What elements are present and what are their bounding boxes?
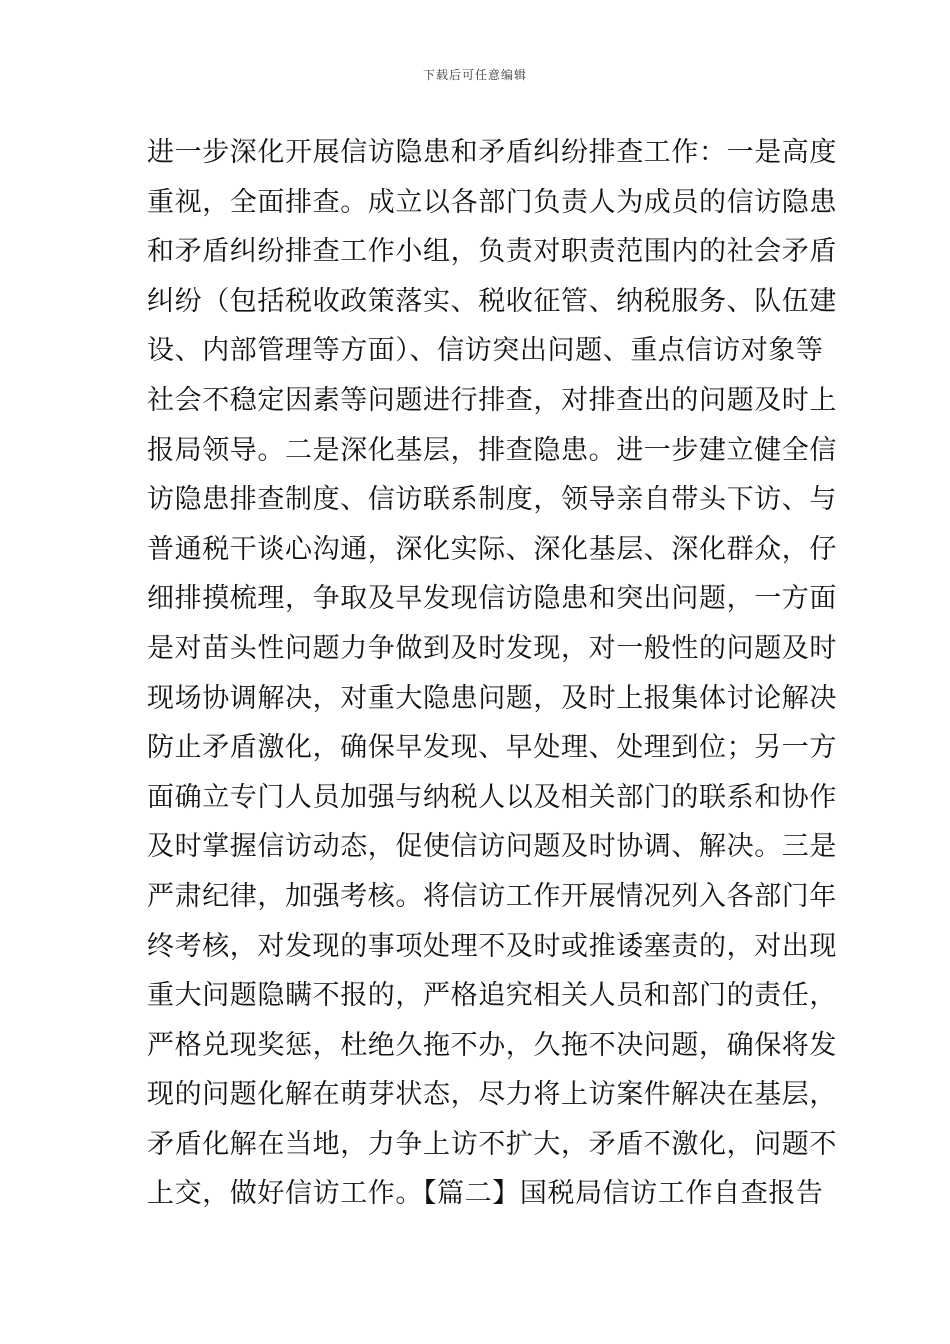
text-line: 上交，做好信访工作。【篇二】国税局信访工作自查报告 xyxy=(147,1178,824,1210)
text-line: 设、内部管理等方面）、信访突出问题、重点信访对象等 xyxy=(147,335,824,367)
text-line: 严格兑现奖惩，杜绝久拖不办，久拖不决问题，确保将发 xyxy=(147,1029,837,1061)
text-line: 及时掌握信访动态，促使信访问题及时协调、解决。三是 xyxy=(147,831,837,863)
text-line: 矛盾化解在当地，力争上访不扩大，矛盾不激化，问题不 xyxy=(147,1128,837,1160)
text-line: 报局领导。二是深化基层，排查隐患。进一步建立健全信 xyxy=(147,434,837,466)
text-line: 纠纷（包括税收政策落实、税收征管、纳税服务、队伍建 xyxy=(147,285,837,317)
text-line: 面确立专门人员加强与纳税人以及相关部门的联系和协作 xyxy=(147,781,837,813)
text-line: 是对苗头性问题力争做到及时发现，对一般性的问题及时 xyxy=(147,632,837,664)
text-line: 严肃纪律，加强考核。将信访工作开展情况列入各部门年 xyxy=(147,880,837,912)
text-line: 访隐患排查制度、信访联系制度，领导亲自带头下访、与 xyxy=(147,484,837,516)
text-line: 终考核，对发现的事项处理不及时或推诿塞责的，对出现 xyxy=(147,930,837,962)
body-text xyxy=(147,128,837,1219)
text-line: 进一步深化开展信访隐患和矛盾纠纷排查工作：一是高度 xyxy=(147,137,837,168)
text-line: 和矛盾纠纷排查工作小组，负责对职责范围内的社会矛盾 xyxy=(147,236,837,268)
header-note: 下载后可任意编辑 xyxy=(422,68,527,82)
text-line: 防止矛盾激化，确保早发现、早处理、处理到位；另一方 xyxy=(147,732,837,764)
text-line: 重大问题隐瞒不报的，严格追究相关人员和部门的责任， xyxy=(147,980,837,1012)
text-line: 社会不稳定因素等问题进行排查，对排查出的问题及时上 xyxy=(147,384,837,416)
text-line: 现的问题化解在萌芽状态，尽力将上访案件解决在基层， xyxy=(147,1079,837,1111)
text-line: 重视，全面排查。成立以各部门负责人为成员的信访隐患 xyxy=(147,186,837,218)
text-line: 现场协调解决，对重大隐患问题，及时上报集体讨论解决 xyxy=(147,682,837,714)
text-line: 普通税干谈心沟通，深化实际、深化基层、深化群众，仔 xyxy=(147,533,837,565)
text-line: 细排摸梳理，争取及早发现信访隐患和突出问题，一方面 xyxy=(147,583,837,615)
